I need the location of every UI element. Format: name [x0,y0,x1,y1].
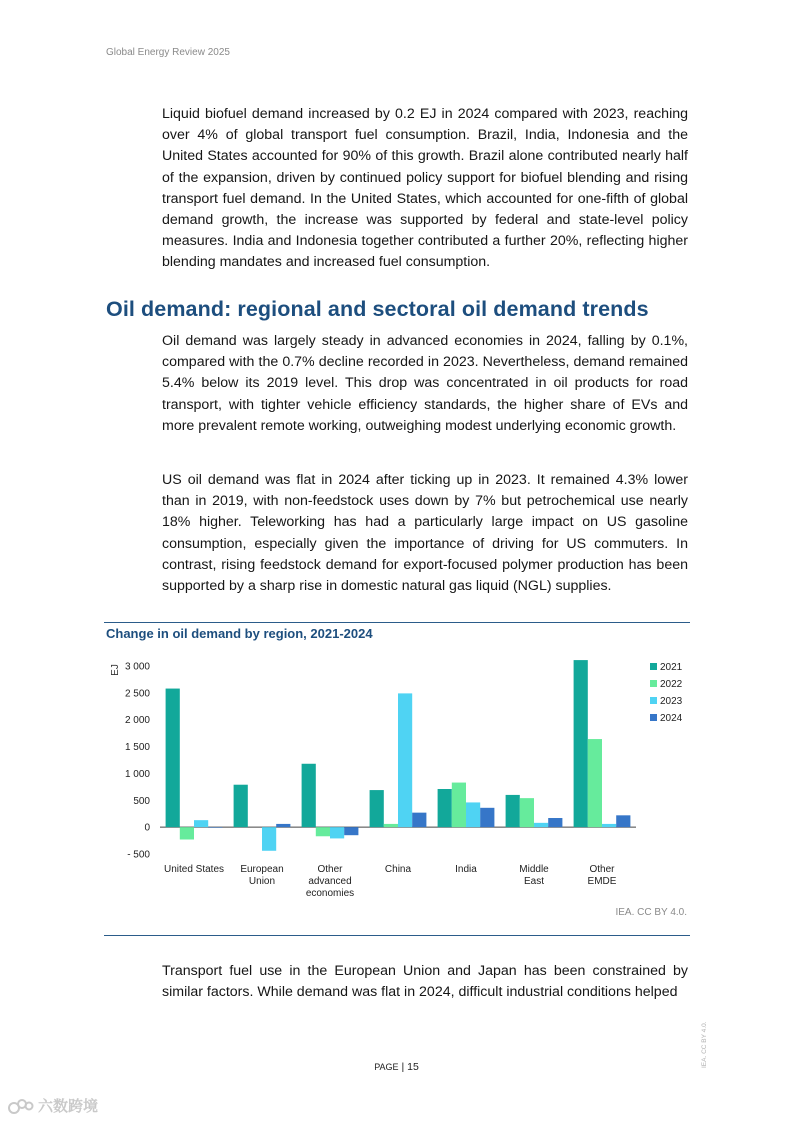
legend-swatch-2022 [650,680,657,687]
x-category-label: China [384,864,412,875]
x-category-label: Other [317,864,343,875]
figure-top-rule [104,622,690,623]
bar-2023-cat4 [466,802,480,827]
x-category-label: India [455,864,477,875]
bar-2024-cat5 [548,818,562,827]
bar-2024-cat6 [616,815,630,827]
legend-swatch-2023 [650,697,657,704]
bar-2022-cat4 [452,783,466,828]
legend-swatch-2021 [650,663,657,670]
page-number [0,1061,793,1073]
bar-2022-cat6 [588,739,602,827]
bar-2024-cat2 [344,827,358,835]
bar-2023-cat1 [262,827,276,851]
x-category-label: EMDE [587,876,617,887]
running-header: Global Energy Review 2025 [106,47,230,58]
x-category-label: European [240,864,284,875]
bar-2023-cat6 [602,824,616,827]
y-tick-label: 2 000 [124,715,150,727]
bar-2021-cat1 [234,785,248,827]
side-license: IEA. CC BY 4.0. [701,1021,708,1068]
y-tick-label: 2 500 [124,688,150,700]
page-separator: | [401,1061,408,1073]
watermark-text: 六数跨境 [38,1098,99,1115]
bar-2022-cat3 [384,824,398,827]
bar-2021-cat6 [574,660,588,827]
y-tick-label: 3 000 [124,661,150,673]
paragraph-eu-japan: Transport fuel use in the European Union and Japan has been constrained by similar factors. While demand was flat in 2024, difficult industrial conditions helped [162,963,688,1001]
watermark-logo-icon [8,1097,34,1115]
figure-credit: IEA. CC BY 4.0. [615,907,687,918]
page-label: PAGE [374,1062,399,1072]
y-axis-label: EJ [110,664,121,676]
section-heading: Oil demand: regional and sectoral oil demand trends [106,297,649,321]
bar-2021-cat0 [166,689,180,828]
paragraph-biofuel: Liquid biofuel demand increased by 0.2 EJ in 2024 compared with 2023, reaching over 4% of global transport fuel consumption. Brazil, India, Indonesia and the United States accounted for 90% of this growth. Brazil alone contributed nearly half of the expansion, driven by continued policy support for biofuel blending and rising transport fuel demand. In the United States, which accounted for one-fifth of global demand growth, the increase was supported by federal and state-level policy measures. India and Indonesia together contributed a further 20%, reflecting higher blending mandates and increased fuel consumption. [162,106,688,271]
x-category-label: East [523,876,545,887]
legend-label-2024: 2024 [660,713,683,724]
bar-2024-cat4 [480,808,494,827]
x-category-label: United States [163,864,225,875]
bar-2024-cat0 [208,827,222,828]
bar-2022-cat5 [520,798,534,827]
bar-2024-cat1 [276,824,290,827]
bar-2023-cat5 [534,823,548,827]
oil-demand-chart [104,650,692,902]
bar-2024-cat3 [412,813,426,828]
page-number-value: 15 [407,1061,419,1073]
bar-2023-cat0 [194,820,208,827]
bar-2021-cat3 [370,790,384,827]
x-category-label: Middle [519,864,549,875]
legend-label-2021: 2021 [660,662,683,673]
x-category-label: advanced [308,876,352,887]
legend-label-2022: 2022 [660,679,683,690]
y-tick-label: 500 [133,795,150,807]
bar-2023-cat3 [398,693,412,827]
bar-2022-cat0 [180,827,194,839]
y-tick-label: - 500 [127,849,150,861]
paragraph-advanced-economies: Oil demand was largely steady in advanced economies in 2024, falling by 0.1%, compared with the 0.7% decline recorded in 2023. Nevertheless, demand remained 5.4% below its 2019 level. This drop was concentrated in oil products for road transport, with tighter vehicle efficiency standards, the higher share of EVs and more prevalent remote working, outweighing modest underlying economic growth. [162,333,688,434]
x-category-label: Other [589,864,615,875]
figure-bottom-rule [104,935,690,936]
bar-2021-cat2 [302,764,316,827]
watermark [8,1095,98,1116]
paragraph-us-oil: US oil demand was flat in 2024 after ticking up in 2023. It remained 4.3% lower than in 2019, with non-feedstock uses down by 7% but petrochemical use nearly 18% higher. Teleworking has had a particularly large impact on US gasoline consumption, especially given the importance of driving for US commuters. In contrast, rising feedstock demand for export-focused polymer production has been supported by a sharp rise in domestic natural gas liquid (NGL) supplies. [162,472,688,595]
y-tick-label: 0 [144,822,150,834]
y-tick-label: 1 000 [124,768,150,780]
bar-2023-cat2 [330,827,344,838]
x-category-label: economies [305,888,355,899]
bar-2021-cat4 [438,789,452,827]
x-category-label: Union [248,876,276,887]
legend-label-2023: 2023 [660,696,683,707]
bar-2021-cat5 [506,795,520,827]
y-tick-label: 1 500 [124,742,150,754]
bar-2022-cat2 [316,827,330,836]
legend-swatch-2024 [650,714,657,721]
chart-title: Change in oil demand by region, 2021-2024 [106,626,373,641]
